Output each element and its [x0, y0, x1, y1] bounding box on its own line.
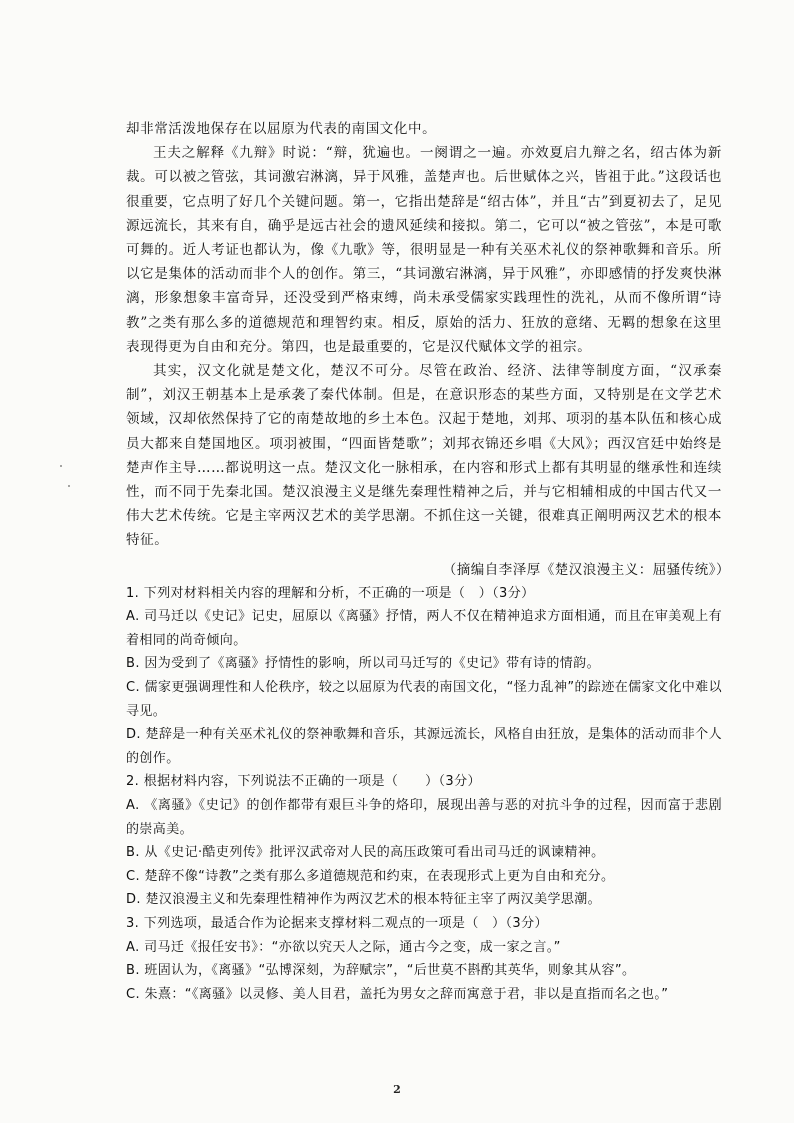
passage-paragraph: 其实，汉文化就是楚文化，楚汉不可分。尽管在政治、经济、法律等制度方面，“汉承秦制”，刘汉王朝基本上是承袭了秦代体制。但是，在意识形态的某些方面，又特别是在文学艺术领域，汉却依然保持了它的南楚故地的乡土本色。汉起于楚地，刘邦、项羽的基本队伍和核心成员大都来自楚国地区。项羽被围，“四面皆楚歌”；刘邦衣锦还乡唱《大风》；西汉宫廷中始终是楚声作主导……都说明这一点。楚汉文化一脉相承，在内容和形式上都有其明显的继承性和连续性，而不同于先秦北国。楚汉浪漫主义是继先秦理性精神之后，并与它相辅相成的中国古代又一伟大艺术传统。它是主宰两汉艺术的美学思潮。不抓住这一关键，很难真正阐明两汉艺术的根本特征。 [126, 363, 722, 549]
option-c: C. 儒家更强调理性和人伦秩序，较之以屈原为代表的南国文化，“怪力乱神”的踪迹在儒家文化中难以寻见。 [126, 680, 722, 719]
option-c: C. 楚辞不像“诗教”之类有那么多道德规范和约束，在表现形式上更为自由和充分。 [126, 868, 615, 884]
option-b: B. 因为受到了《离骚》抒情性的影响，所以司马迁写的《史记》带有诗的情韵。 [126, 656, 600, 672]
passage-paragraph: 王夫之解释《九辩》时说：“辩，犹遍也。一阕谓之一遍。亦效夏启九辩之名，绍古体为新裁。可以被之管弦，其词激宕淋漓，异于风雅，盖楚声也。后世赋体之兴，皆祖于此。”这段话也很重要，它点明了好几个关键问题。第一，它指出楚辞是“绍古体”，并且“古”到夏初去了，足见源远流长，其来有自，确乎是远古社会的遗风延续和接拟。第二，它可以“被之管弦”，本是可歌可舞的。近人考证也都认为，像《九歌》等，很明显是一种有关巫术礼仪的祭神歌舞和音乐。所以它是集体的活动而非个人的创作。第三，“其词激宕淋漓，异于风雅”，亦即感情的抒发爽快淋漓，形象想象丰富奇异，还没受到严格束缚，尚未承受儒家实践理性的洗礼，从而不像所谓“诗教”之类有那么多的道德规范和理智约束。相反，原始的活力、狂放的意绪、无羁的想象在这里表现得更为自由和充分。第四，也是最重要的，它是汉代赋体文学的祖宗。 [126, 145, 722, 355]
option-b: B. 从《史记·酷吏列传》批评汉武帝对人民的高压政策可看出司马迁的讽谏精神。 [126, 845, 605, 861]
scan-speck [68, 485, 70, 487]
option-a: A. 《离骚》《史记》的创作都带有艰巨斗争的烙印，展现出善与恶的对抗斗争的过程，因而富于悲剧的崇高美。 [126, 798, 722, 837]
scan-speck [60, 465, 62, 467]
question-stem: 1. 下列对材料相关内容的理解和分析，不正确的一项是（ ）（3分） [126, 585, 535, 601]
passage-paragraph: 却非常活泼地保存在以屈原为代表的南国文化中。 [126, 121, 437, 137]
question-3 [126, 912, 722, 1006]
option-c: C. 朱熹：“《离骚》以灵修、美人目君，盖托为男女之辞而寓意于君，非以是直指而名之也。” [126, 986, 669, 1002]
question-stem: 3. 下列选项，最适合作为论据来支撑材料二观点的一项是（ ）（3分） [126, 915, 548, 931]
option-a: A. 司马迁以《史记》记史，屈原以《离骚》抒情，两人不仅在精神追求方面相通，而且在审美观上有着相同的尚奇倾向。 [126, 609, 722, 648]
page-number: 2 [393, 1083, 401, 1096]
option-a: A. 司马迁《报任安书》：“亦欲以究天人之际，通古今之变，成一家之言。” [126, 939, 561, 955]
passage-source: （摘编自李泽厚《楚汉浪漫主义：屈骚传统》） [442, 561, 730, 578]
option-b: B. 班固认为，《离骚》“弘博深刻，为辞赋宗”，“后世莫不斟酌其英华，则象其从容”。 [126, 963, 636, 979]
question-2 [126, 770, 722, 912]
option-d: D. 楚汉浪漫主义和先秦理性精神作为两汉艺术的根本特征主宰了两汉美学思潮。 [126, 892, 602, 908]
option-d: D. 楚辞是一种有关巫术礼仪的祭神歌舞和音乐，其源远流长，风格自由狂放，是集体的活动而非个人的创作。 [126, 727, 722, 766]
page-content [126, 117, 730, 1006]
question-1 [126, 582, 722, 771]
question-stem: 2. 根据材料内容，下列说法不正确的一项是（ ）（3分） [126, 774, 481, 790]
